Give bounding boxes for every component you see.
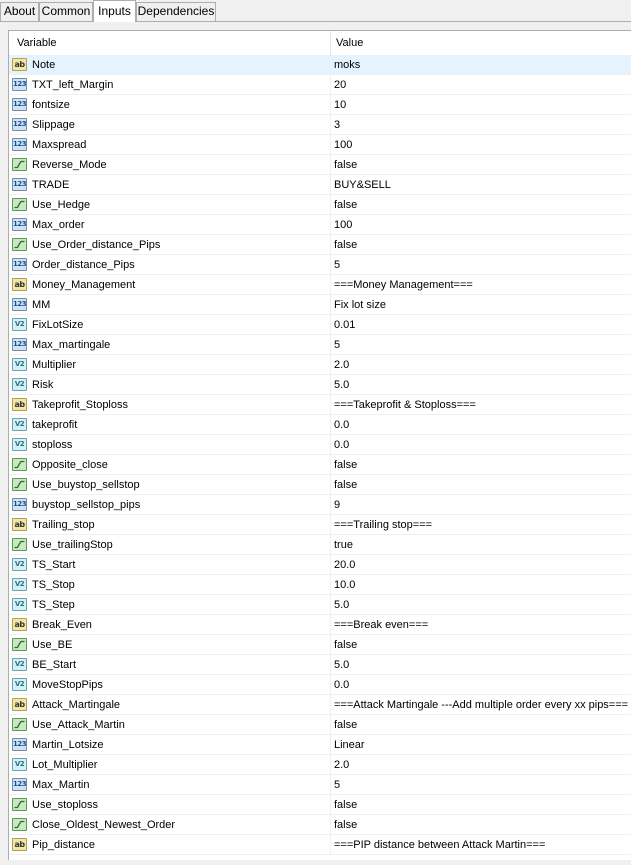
variable-name: Break_Even [32, 619, 92, 631]
variable-value[interactable]: false [334, 239, 358, 251]
variable-value[interactable]: 10 [334, 99, 347, 111]
row-divider [330, 55, 331, 75]
variable-value[interactable]: 5.0 [334, 379, 350, 391]
table-row[interactable] [9, 215, 631, 235]
variable-value[interactable]: 5.0 [334, 659, 350, 671]
table-row[interactable] [9, 75, 631, 95]
variable-name: Pip_distance [32, 839, 95, 851]
boolean-type-icon [12, 158, 27, 171]
row-divider [330, 375, 331, 395]
row-divider [330, 115, 331, 135]
double-type-icon: V2 [12, 758, 27, 771]
variable-value[interactable]: false [334, 799, 358, 811]
double-type-icon: V2 [12, 598, 27, 611]
integer-type-icon: 123 [12, 218, 27, 231]
boolean-type-icon [12, 238, 27, 251]
string-type-icon: ab [12, 398, 27, 411]
tab-inputs[interactable]: Inputs [93, 0, 136, 22]
variable-name: Note [32, 59, 56, 71]
row-divider [330, 275, 331, 295]
table-row[interactable] [9, 255, 631, 275]
double-type-icon: V2 [12, 578, 27, 591]
table-header [9, 31, 631, 56]
table-row[interactable] [9, 395, 631, 415]
integer-type-icon: 123 [12, 258, 27, 271]
row-divider [330, 215, 331, 235]
string-type-icon: ab [12, 618, 27, 631]
table-row[interactable] [9, 475, 631, 495]
row-divider [330, 775, 331, 795]
string-type-icon: ab [12, 518, 27, 531]
variable-name: fontsize [32, 99, 70, 111]
row-divider [330, 555, 331, 575]
variable-name: Use_Attack_Martin [32, 719, 125, 731]
integer-type-icon: 123 [12, 98, 27, 111]
table-row[interactable] [9, 735, 631, 755]
row-divider [330, 395, 331, 415]
variable-value[interactable]: 2.0 [334, 359, 350, 371]
variable-name: takeprofit [32, 419, 78, 431]
variable-name: TS_Stop [32, 579, 75, 591]
integer-type-icon: 123 [12, 738, 27, 751]
variable-value[interactable]: moks [334, 59, 361, 71]
variable-name: Attack_Martingale [32, 699, 121, 711]
horizontal-scroll-area [9, 856, 631, 860]
variable-value[interactable]: 5.0 [334, 599, 350, 611]
variable-name: Martin_Lotsize [32, 739, 104, 751]
double-type-icon: V2 [12, 558, 27, 571]
table-row[interactable] [9, 455, 631, 475]
variable-name: Max_Martin [32, 779, 90, 791]
row-divider [330, 755, 331, 775]
row-divider [330, 135, 331, 155]
table-body [9, 55, 631, 855]
row-divider [330, 655, 331, 675]
table-row[interactable] [9, 55, 631, 75]
variable-name: Max_martingale [32, 339, 111, 351]
variable-value[interactable]: ===Trailing stop=== [334, 519, 433, 531]
variable-name: TRADE [32, 179, 70, 191]
variable-value[interactable]: false [334, 459, 358, 471]
tab-bar [0, 0, 631, 22]
variable-value[interactable]: false [334, 479, 358, 491]
variable-name: Reverse_Mode [32, 159, 107, 171]
table-row[interactable] [9, 655, 631, 675]
row-divider [330, 795, 331, 815]
variable-name: MoveStopPips [32, 679, 103, 691]
variable-value[interactable]: ===Money Management=== [334, 279, 473, 291]
variable-name: MM [32, 299, 51, 311]
row-divider [330, 315, 331, 335]
row-divider [330, 615, 331, 635]
integer-type-icon: 123 [12, 138, 27, 151]
variable-value[interactable]: true [334, 539, 353, 551]
table-row[interactable] [9, 755, 631, 775]
row-divider [330, 735, 331, 755]
string-type-icon: ab [12, 58, 27, 71]
variable-value[interactable]: 10.0 [334, 579, 356, 591]
row-divider [330, 75, 331, 95]
table-row[interactable] [9, 575, 631, 595]
table-row[interactable] [9, 835, 631, 855]
table-row[interactable] [9, 355, 631, 375]
row-divider [330, 195, 331, 215]
table-row[interactable] [9, 415, 631, 435]
variable-value[interactable]: 100 [334, 139, 353, 151]
boolean-type-icon [12, 638, 27, 651]
variable-value[interactable]: 20 [334, 79, 347, 91]
variable-value[interactable]: 100 [334, 219, 353, 231]
table-row[interactable] [9, 595, 631, 615]
variable-name: Max_order [32, 219, 85, 231]
variable-name: BE_Start [32, 659, 77, 671]
column-header-value[interactable]: Value [336, 37, 364, 49]
table-row[interactable] [9, 435, 631, 455]
boolean-type-icon [12, 718, 27, 731]
tab-about[interactable]: About [0, 2, 39, 21]
variable-value[interactable]: false [334, 719, 358, 731]
boolean-type-icon [12, 478, 27, 491]
row-divider [330, 455, 331, 475]
variable-value[interactable]: Fix lot size [334, 299, 386, 311]
row-divider [330, 435, 331, 455]
integer-type-icon: 123 [12, 178, 27, 191]
integer-type-icon: 123 [12, 78, 27, 91]
double-type-icon: V2 [12, 658, 27, 671]
column-header-variable[interactable]: Variable [17, 37, 57, 49]
variable-value[interactable]: ===Attack Martingale ---Add multiple order every xx pips=== [334, 699, 629, 711]
table-row[interactable] [9, 135, 631, 155]
variable-value[interactable]: false [334, 639, 358, 651]
row-divider [330, 475, 331, 495]
variable-name: Takeprofit_Stoploss [32, 399, 128, 411]
table-row[interactable] [9, 815, 631, 835]
table-row[interactable] [9, 295, 631, 315]
table-row[interactable] [9, 775, 631, 795]
column-divider[interactable] [330, 31, 331, 55]
boolean-type-icon [12, 818, 27, 831]
row-divider [330, 235, 331, 255]
row-divider [330, 595, 331, 615]
table-row[interactable] [9, 635, 631, 655]
table-row[interactable] [9, 615, 631, 635]
integer-type-icon: 123 [12, 298, 27, 311]
variable-name: Risk [32, 379, 54, 391]
row-divider [330, 715, 331, 735]
row-divider [330, 815, 331, 835]
variable-name: Maxspread [32, 139, 87, 151]
variable-value[interactable]: 0.01 [334, 319, 356, 331]
row-divider [330, 355, 331, 375]
row-divider [330, 515, 331, 535]
double-type-icon: V2 [12, 358, 27, 371]
row-divider [330, 495, 331, 515]
table-row[interactable] [9, 715, 631, 735]
table-row[interactable] [9, 795, 631, 815]
variable-value[interactable]: false [334, 159, 358, 171]
variable-value[interactable]: 5 [334, 259, 341, 271]
variable-value[interactable]: Linear [334, 739, 365, 751]
variable-value[interactable]: false [334, 819, 358, 831]
variable-name: FixLotSize [32, 319, 84, 331]
tab-dependencies[interactable]: Dependencies [136, 2, 216, 21]
boolean-type-icon [12, 538, 27, 551]
table-row[interactable] [9, 495, 631, 515]
variable-value[interactable]: 0.0 [334, 419, 350, 431]
table-row[interactable] [9, 235, 631, 255]
variable-name: Use_BE [32, 639, 73, 651]
variable-name: Use_buystop_sellstop [32, 479, 140, 491]
variable-name: Order_distance_Pips [32, 259, 135, 271]
variable-value[interactable]: 5 [334, 779, 341, 791]
variable-value[interactable]: ===PIP distance between Attack Martin=== [334, 839, 546, 851]
variable-name: Lot_Multiplier [32, 759, 98, 771]
variable-value[interactable]: 20.0 [334, 559, 356, 571]
table-row[interactable] [9, 515, 631, 535]
double-type-icon: V2 [12, 418, 27, 431]
table-row[interactable] [9, 95, 631, 115]
row-divider [330, 695, 331, 715]
row-divider [330, 575, 331, 595]
integer-type-icon: 123 [12, 118, 27, 131]
variable-name: Opposite_close [32, 459, 108, 471]
variable-value[interactable]: ===Takeprofit & Stoploss=== [334, 399, 476, 411]
row-divider [330, 155, 331, 175]
variable-value[interactable]: false [334, 199, 358, 211]
table-row[interactable] [9, 195, 631, 215]
double-type-icon: V2 [12, 438, 27, 451]
table-row[interactable] [9, 555, 631, 575]
variable-value[interactable]: 9 [334, 499, 341, 511]
variable-name: Money_Management [32, 279, 136, 291]
variable-value[interactable]: 2.0 [334, 759, 350, 771]
table-row[interactable] [9, 535, 631, 555]
table-row[interactable] [9, 335, 631, 355]
double-type-icon: V2 [12, 678, 27, 691]
boolean-type-icon [12, 198, 27, 211]
variable-value[interactable]: 5 [334, 339, 341, 351]
variable-name: Slippage [32, 119, 75, 131]
integer-type-icon: 123 [12, 778, 27, 791]
variable-name: stoploss [32, 439, 73, 451]
row-divider [330, 835, 331, 855]
table-row[interactable] [9, 375, 631, 395]
variable-value[interactable]: 3 [334, 119, 341, 131]
variable-name: Multiplier [32, 359, 77, 371]
boolean-type-icon [12, 798, 27, 811]
row-divider [330, 295, 331, 315]
table-row[interactable] [9, 115, 631, 135]
integer-type-icon: 123 [12, 498, 27, 511]
table-row[interactable] [9, 675, 631, 695]
row-divider [330, 415, 331, 435]
inputs-table [8, 30, 631, 860]
row-divider [330, 535, 331, 555]
variable-value[interactable]: 0.0 [334, 439, 350, 451]
tab-common[interactable]: Common [39, 2, 93, 21]
variable-name: Use_stoploss [32, 799, 99, 811]
variable-name: Use_trailingStop [32, 539, 113, 551]
table-row[interactable] [9, 155, 631, 175]
variable-name: TXT_left_Margin [32, 79, 114, 91]
variable-name: Trailing_stop [32, 519, 95, 531]
row-divider [330, 635, 331, 655]
row-divider [330, 95, 331, 115]
integer-type-icon: 123 [12, 338, 27, 351]
boolean-type-icon [12, 458, 27, 471]
variable-name: Use_Hedge [32, 199, 91, 211]
variable-name: Close_Oldest_Newest_Order [32, 819, 176, 831]
variable-value[interactable]: BUY&SELL [334, 179, 391, 191]
string-type-icon: ab [12, 838, 27, 851]
row-divider [330, 335, 331, 355]
variable-value[interactable]: 0.0 [334, 679, 350, 691]
variable-name: Use_Order_distance_Pips [32, 239, 161, 251]
row-divider [330, 675, 331, 695]
string-type-icon: ab [12, 698, 27, 711]
variable-name: TS_Step [32, 599, 75, 611]
double-type-icon: V2 [12, 378, 27, 391]
table-row[interactable] [9, 695, 631, 715]
string-type-icon: ab [12, 278, 27, 291]
variable-name: buystop_sellstop_pips [32, 499, 141, 511]
row-divider [330, 255, 331, 275]
double-type-icon: V2 [12, 318, 27, 331]
table-row[interactable] [9, 175, 631, 195]
variable-value[interactable]: ===Break even=== [334, 619, 429, 631]
table-row[interactable] [9, 315, 631, 335]
row-divider [330, 175, 331, 195]
variable-name: TS_Start [32, 559, 76, 571]
table-row[interactable] [9, 275, 631, 295]
